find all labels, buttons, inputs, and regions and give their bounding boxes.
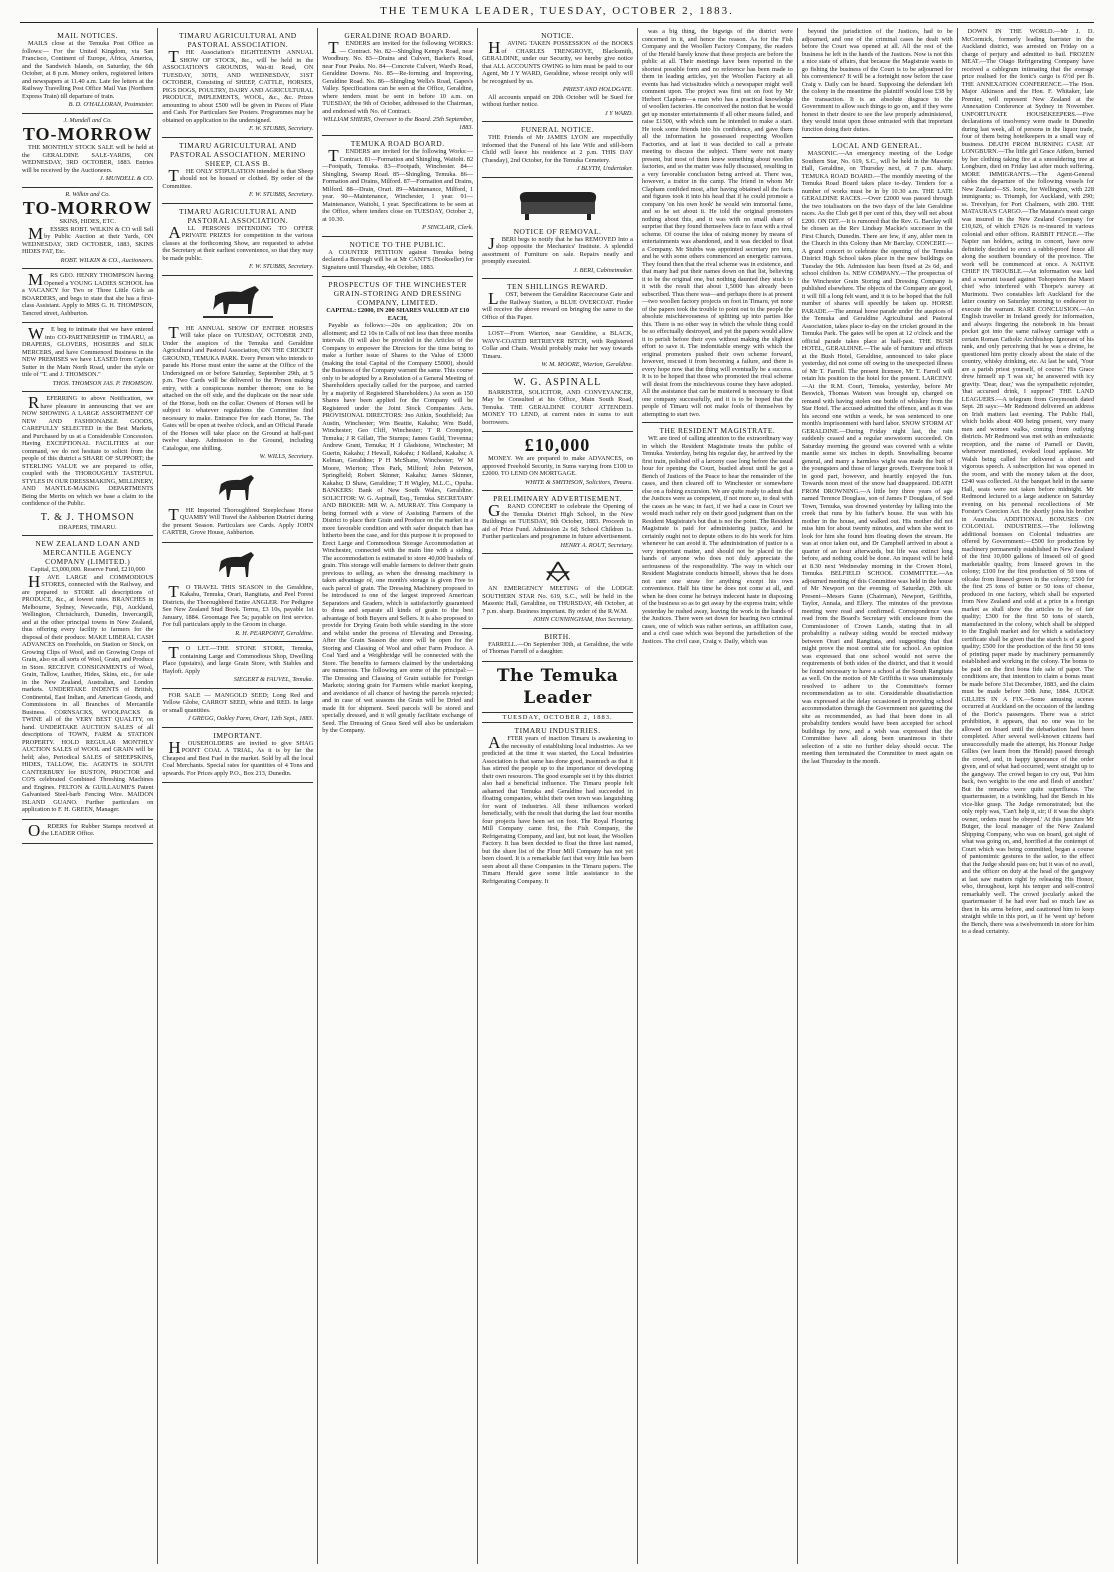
nz-loan-agency [22, 536, 153, 820]
quamby-body: THE Imported Thoroughbred Steeplechase Horse QUAMBY Will Travel the Ashburton District during the present Season. Particulars see Cards. Apply JOHN CARTER, Grove House, Ashburton. [162, 504, 314, 536]
masthead-rule [20, 22, 1094, 23]
newspaper-columns [18, 28, 1098, 1564]
removal-notice-body: JBERI begs to notify that he has REMOVED Into a shop opposite the Mechanics' Institute. A splendid assortment of Furniture on sale. Repairs neatly and promptly executed. [482, 233, 633, 265]
counter-petition-body: A COUNTER PETITION against Temuka being declared a Borough will be at Mr CANT'S (Bookseller) for Signature until Thursday, 4th October, 1883. [322, 248, 474, 271]
wilkin-line: R. Wilkin and Co. [65, 190, 111, 198]
school-notice-body: MRS GEO. HENRY THOMPSON having Opened a YOUNG LADIES SCHOOL has a VACANCY for Two or Three Little Girls as BOARDERS, and begs to state that she has a first-class Assistant. Apply to MRS G. H. THOMPSON, Tancred street, Ashburton. [22, 270, 154, 317]
thomson-goods [22, 392, 153, 536]
column-3 [318, 28, 478, 1564]
merino-sheep [162, 138, 313, 204]
temuka-road-board-signature: P SINCLAIR, Clerk. [422, 224, 474, 231]
horse-show-signature: W. WILLS, Secretary. [259, 453, 314, 460]
resident-magistrate-title: THE RESIDENT MAGISTRATE. [642, 422, 793, 435]
reward-notice-title: TEN SHILLINGS REWARD. [506, 282, 609, 291]
trengrove-notice [482, 28, 633, 122]
nz-loan-body: HAVE LARGE and COMMODIOUS STORES, connected with the Railway, and are prepared to STORE all descriptions of PRODUCE, &c., at lowest rates. BRANCHES in Melbourne, Sydney, Newcastle, Fiji, Auckland, Wellington, Christchurch, Dunedin, Invercargill, and at the other principal towns in New Zealand, thus offering every facility to farmers for the disposal of their produce. MAKE LIBERAL CASH ADVANCES on Freeholds, on Station or Stock, on Growing Clips of Wool, and on Growing Crops of Grain, also on all sorts of Wool, Grain, and Produce in Store. RECEIVE CONSIGNMENTS of Wool, Grain, Tallow, Leather, Hides, Skins, etc., for sale in the New Zealand, Australian, and London markets. UNDERTAKE INDENTS of British, Continental, East Indian, and American Goods, and Commissions in all Branches of Mercantile Business. CORNSACKS, WOOLPACKS & TWINE all of the VERY BEST QUALITY, on hand. UNDERTAKE AUCTION SALES of all descriptions of TOWN, FARM & STATION PROPERTY. HOLD REGULAR MONTHLY AUCTION SALES of WOOL and GRAIN will be held; also, Periodical SALES of SHEEPSKINS, HIDES, TALLOW, Etc. AGENTS in SOUTH CANTERBURY for BUSTON, PROCTOR and CO'S celebrated Combined Threshing Machines and Engines. FELTON & GUILLAUME'S Patent Galvanised Steel-barb Fencing Wire. MAIDON ISLAND GUANO. Further particulars on application to F. H. GREEN, Manager. [22, 571, 154, 813]
angler-stallion [162, 543, 313, 643]
general-news-body: DOWN IN THE WORLD.—Mr J. D. McCormick, formerly leading barrister in the Auckland district, was arrested on Friday on a charge of perjury and admitted to bail. FROZEN MEAT.—The Otago Refrigerating Company have received a cablegram intimating that the average price realised for the Ionic's cargo is 6½d per lb. THE ANNEXATION CONFERENCE.—The Hon. Major Atkinson and the Hon. F. Whitaker, late Premier, will represent New Zealand at the Annexation Conference at Sydney in November. UNFORTUNATE HOUSEKEEPERS.—Five declarations of insolvency were made in Dunedin during last week, all of persons in the liquor trade, four of them being hotelkeepers in a small way of business. DEATH FROM BURNING CASE AT LONGBURN.—The little girl Grace Aitken, burned by her clothing taking fire at a smouldering tree at Longburn, died on Friday last after much suffering. MORE IMMIGRANTS.—The Agent-General cables the departure of the following vessels for New Zealand—SS. Ionic, for Wellington, with 228 immigrants; ss. Triumph, for Auckland, with 290; ss. Trevelyan, for Port Chalmers, with 280. THE MATAURA'S CARGO.—The Mataura's meat cargo was insured in the New Zealand Company for £10,626, of which £7626 is re-insured in various colonial and other offices. RABBIT FENCE.—The Napier ran holders, acting in concert, have now definitely decided to erect a rabbit-proof fence all along the southern boundary of the province. The work will be commenced at once. A NATIVE CHIEF IN TROUBLE.—An information was laid and a warrant issued against Tohopstern the Maori chief who interfered with Thorpe's survey at Murimotu. Two constables left Auckland for the latter country on Saturday morning to endeavor to execute the warrant. RARE CONCLUSION.—An English traveller in Ireland greedy for information, and always fingering the notebook in his breast pocket got into the same railway carriage with a certain Roman Catholic Archbishop. Ignorant of his rank, and only perceiving that he was a divine, he questioned him pretty closely about the state of the country, whisky drinking, etc. At last he said, 'Your are a parish priest yourself, of course.' His Grace drew himself up 'I was sir,' he answered with icy gravity. 'Dear, dear,' was the sympathetic rejoinder, 'that accursed drink, I suppose!' THE LAND LEAGUERS.—A telegram from Greymouth dated Sept. 28 says:—Mr Redmond delivered an address on Irish matters last evening. The Public Hall, which holds about 400 being present, very many men and women walks, coming from outlying districts. Mr Redmond was met with an enthusiastic reception, and the name of Parnell or Davitt, whenever mentioned, evoked loud applause. Mr Walsh being called for delivered a short and vigorous speech. A subscription list was opened in the room, and with the money taken at the door, £240 was collected. At the banquet held in the same Hall, seats were not taken before midnight. Mr Redmond lectured to a large audience on Saturday evening on his personal recollections of Mr Forster's Coercion Act. He shortly joins his brother in Australia. ADDITIONAL BONUSES ON COLONIAL INDUSTRIES.—The following additional bonuses on Colonial industries are offered by Government:—£500 for production by machinery permanently established in New Zealand of the first 10,000 gallons of linseed oil of good marketable quality, from linseed grown in the colony; £100 for the first production of 50 tons of oilcake from linseed grown in the colony; £500 for the first 25 tons of butter or 50 tons of cheese, produced in one factory, which shall be exported from New Zealand and sold at a price in a foreign market as shall show the articles to be of fair quality; £300 for the first 50 tons of starch, manufactured in the colony, which shall be shipped to the English market and for which a satisfactory certificate shall be given that the starch is of a good quality; £500 for the production of the first 50 tons of printing paper made by machinery permanently established and working in the colony. The bonus to be paid on the first bona fide sale of paper. The conditions are, that intention to claim a bonus must be made before 31st December, 1883, and the claim must be made before 30th June, 1884. JUDGE GILLIES IN A FIX.—Some amusing scenes occurred at Auckland on the occasion of the landing of the Doric's passengers. There was a strict prohibition, it appears, that no one was to be allowed on board until the debarkation had been completed. After several well-known citizens had unsuccessfully made the attempt, his Honour Judge Gillies (we learn from the Herald) passed through the crowd, and, in happy ignorance of the order given, and of what had occurred, went straight up to the gangway. The crowd began to cry out, 'Put him back, two weights to the one and flesh of another.' But the remarks were quite superfluous. The quartermaster, in a twinkling, had the Bench in his vice-like grasp. The Judge remonstrated; but the only reply was, 'Can't help it, sir; if it was the ship's owner, orders must be obeyed.' At this juncture Mr Butger, the local manager of the New Zealand Shipping Company, who was on board, got sight of what was going on, and, horrified at the contempt of Court which was being committed, began a course of pantomimic gestures to the sailor, to the effect that the Judge should pass on; but it was of no avail, and the officer on duty at the head of the gangway at last saw matters right by releasing His Honor, who, throughout, kept his temper and self-control remarkably well. The crowd jocularly asked the quartermaster if he had ever had so much law as then in his arms before, and cautioned him to keep straight while in this port, as if he 'went up' before the Bench, there was a twelvemonth in store for him to a dead certainty. [961, 28, 1094, 935]
coal-notice [162, 728, 313, 784]
private-prizes [162, 204, 313, 276]
thomson-partnership [22, 323, 153, 392]
counter-petition-title: NOTICE TO THE PUBLIC. [349, 239, 446, 249]
lost-dog-signature: W. M. MOORE, Wierton, Geraldine. [541, 361, 633, 368]
aspinall-card [482, 374, 633, 433]
private-prizes-title: TIMARU AGRICULTURAL AND PASTORAL ASSOCIATION. [179, 206, 297, 225]
preliminary-title: PRELIMINARY ADVERTISEMENT. [493, 494, 622, 503]
school-notice [22, 269, 153, 323]
money-signature: WHITE & SMITHSON, Solicitors, Timaru. [525, 478, 633, 486]
show-of-stock-body: THE Association's EIGHTEENTH ANNUAL SHOW OF STOCK, &c., will be held in the ASSOCIATION'S GROUNDS, Wai-iti Road, ON TUESDAY, 30TH, AND WEDNESDAY, 31ST OCTOBER, Consisting of SHEEP, CATTLE, HORSES, PIGS DOGS, POULTRY, DAIRY AND AGRICULTURAL PRODUCE, IMPLEMENTS, WOOL, &c., &c. Prizes amounting to about £500 will be given in Pieces of Plate and Cash. For Particulars See Posters. Programmes may be obtained on application to the undersigned. [162, 47, 314, 124]
tomorrow-signature-2: ROBT. WILKIN & CO., Auctioneers. [60, 256, 154, 264]
to-let [162, 642, 313, 689]
tomorrow-signature: J. MUNDELL & CO. [99, 175, 154, 182]
local-general-title: LOCAL AND GENERAL. [802, 137, 953, 150]
reward-notice-body: LOST, between the Geraldine Racecourse Gate and the Railway Station, a BLUE OVERCOAT. Finder will receive the above reward on bringing the same to the Office of this Paper. [482, 289, 633, 321]
newspaper-banner: The Temuka Leader [496, 665, 619, 708]
column-7 [958, 28, 1098, 1564]
horse-icon [213, 472, 263, 504]
banner-date: TUESDAY, OCTOBER 2, 1883. [482, 712, 633, 724]
geraldine-road-board-signature: WILLIAM SHIERS, Overseer to the Board. 25th September, 1883. [322, 116, 474, 131]
thomson-logo-title: T. & J. THOMSON [40, 511, 135, 523]
lost-dog-notice [482, 327, 633, 374]
lost-dog-body: LOST—From Wierton, near Geraldine, a BLACK, WAVY-COATED RETRIEVER BITCH, with Registered Collar and Chain. Would probably make her way towards Timaru. [482, 330, 633, 360]
to-let-signature: SIEGERT & FAUVEL, Temuka. [233, 676, 314, 683]
industries-body: AFTER years of inaction Timaru is awakening to the necessity of establishing local industries. As we predicted at the time it was started, the Local Industries Association is that same has done good, inasmuch as that it has stirred the people up to the importance of developing their own resources. The good example set it by this district also had a beneficial influence. The Timaru people felt ashamed that Temuka and Geraldine had succeeded in floating companies, whilst their own town was languishing for want of industries. All these influences worked beneficially, with the result that during the last four months four projects have been set on foot. The Royal Flouring Mill Company came first, the Fish Company, the Refrigerating Company, and last, but not least, the Woollen Factory. It has been decided to float the three last named, but the share list of the Flour Mill Company has not yet been closed. It is a remarkable fact that very little has been seen about all these Companies in the Timaru papers. The Timaru Herald gave some little assistance to the Refrigerating Company. It [482, 733, 633, 885]
removal-notice-title: NOTICE OF REMOVAL. [513, 226, 602, 236]
prospectus-body: Payable as follows:—20s on application; 20s on allotment; and £2 10s in Calls of not less than three months intervals. (It will also be provided in the Articles of the Company to empower the Directors for the time being to make a further issue of Shares to the Value of £3000 (making the total Capital of the Company £5000), should the Business of the Company warrant the same. This course only to be adopted by a Resolution of a General Meeting of Shareholders specially called for the purpose, and carried by a majority of Registered Shareholders.) As soon as 150 Shares have been applied for the Company will be Registered under the Joint Stock Companies Acts. PROVISIONAL DIRECTORS: Jno Aitkin, Southfield; Jas Austin, Winchester; Wm Beattie, Kakahu; Wm Budd, Winchester; Geo Cliff, Winchester; T R Crompton, Temuka; J R Gillatt, The Stumps; James Guild, Trevenna; Andrew Grant, Temuka; H J Gladstone, Winchester; M Guerin, Kakahu; J Hewall, Kakahu; J Kelland, Kakahu; A Kelman, Geraldine; P H McShane, Winchester; W M Moore, Wierton; Thos Park, Milford; John Peterson, Springfield; Robert Skinner, Kakahu; James Skinner, Kakahu; D Shaw, Geraldine; T H Wigley, M.L.C., Opuha. BANKERS: Bank of New South Wales, Geraldine. SOLICITOR: W. G. Aspinall, Esq., Temuka. SECRETARY AND BROKER: MR W. A. MURRAY. This Company is being formed with a view of Assisting Farmers of the District to place their Grain and Produce on the market in a more favorable condition and with safer despatch than has hitherto been the case, and for this purpose it is proposed to Erect Large and Commodious Storage Accommodation at Winchester, connected with the main line with a siding. The accommodation is estimated to store 40,000 bushels of grain. This storage will enable farmers to deliver their grain previous to selling, as when the dressing machinery is taken advantage of, one month's storage is given Free to each parcel of grain. The Dressing Machinery proposed to be introduced is one of the largest improved American Separators and Graders, which is satisfactorily guaranteed to dress and separate all kinds of grain to the best advantage of both Buyers and Sellers. It is also proposed to provide for Drying Grain both while standing in the store and whilst under the process of Elevating and Dressing. After the Grain Season the store will be open for the Storing and Classing of Wool and other Farm Produce. A Coal Yard and a Weighbridge will be connected with the Store. The benefits to farmers claimed by the undertaking are numerous. The following are some of the principal:—The Dressing and Classing of Grain suitable for Foreign Markets; storing grain for Farmers while market keeping, and avoidance of all chance of having the parcels rejected; and in case of wet seasons the Grain will be Dried and made fit for shipment. Seed parcels will be stored and specially dressed, and it will greatly facilitate exchange of Seed. The Dressing of Grass Seed will also be undertaken by the Company. [322, 322, 474, 734]
trengrove-notice-title: NOTICE. [541, 31, 574, 40]
horse-icon [213, 549, 263, 581]
thomson-partnership-signature: THOS. THOMSON JAS. P. THOMSON. [52, 379, 154, 387]
resident-magistrate-body: WE are tired of calling attention to the extraordinary way in which the Resident Magistrate treats the public of Temuka. Yesterday, being his regular day, he arrived by the first train, polished off a larceny case long before the usual hour for opening the Court, bustled about until he got a Bench of Justices of the Peace to hear the remainder of the cases, and then cleared off to Winchester or somewhere else on a fishing excursion. We are quite ready to admit that the Justices were as competent, if not more so, to deal with the cases as he was; in fact, if we had a case in Court we would much rather rely on their good judgment than on the Resident Magistrate's but that is not the point. The Resident Magistrate is paid for administering justice, and he certainly ought not to depute others to do his work for him whenever he can avoid it. The administration of justice is a very important matter, and should not be placed in the hands of anyone who does not duly appreciate the seriousness of the responsibility. The way in which our Resident Magistrate conducts himself, shows that he does not care one straw for anything except his own convenience. Half his time he does not come at all, and when he does come he betrays indecent haste in disposing of the business so as to get away by the express train; while yesterday he rushed away, leaving the work in the hands of the Justices. There were set down for hearing two criminal cases, one of which was rather serious, an affiliation case, and a civil case which was beyond the jurisdiction of the Justices. The civil case, Craig v. Daily, which was [641, 435, 793, 645]
funeral-notice-signature: J BLYTH, Undertaker. [576, 165, 633, 172]
money-body: MONEY. We are prepared to make ADVANCES, on approved Freehold Security, in Sums varying from £100 to £2000. TO LEND ON MORTGAGE. [482, 455, 633, 477]
furniture-illustration-icon [513, 184, 603, 224]
prospectus-capital: CAPITAL: £2000, IN 200 SHARES VALUED AT £10 EACH, [326, 307, 470, 322]
trengrove-notice-signature-2: J Y WARD. [604, 109, 633, 117]
tomorrow-body: THE MONTHLY STOCK SALE will be held at the GERALDINE SALE-YARDS, ON WEDNESDAY, 3RD OCTOBER, 1883. Entries will be received by the Auctioneers. [22, 144, 154, 174]
merino-sheep-signature: F. W. STUBBS, Secretary. [248, 191, 314, 198]
preliminary-body: GRAND CONCERT to celebrate the Opening of the Temuka District High School, in the New Buildings on TUESDAY, 9th October, 1883. Proceeds in aid of Prize Fund. Admission 2s 6d; School Children 1s. Further particulars and programme in future advertisement. [482, 501, 633, 540]
trengrove-notice-body: HAVING TAKEN POSSESSION of the BOOKS of CHARLES TRENGROVE, Blacksmith, GERALDINE, under our Security, we hereby give notice that ALL ACCOUNTS OWING to him must be paid to our Agent, Mr J Y WARD, Geraldine, whose receipt only will be recognised by us. [482, 38, 633, 85]
prospectus-title: PROSPECTUS OF THE WINCHESTER GRAIN-STORING AND DRESSING COMPANY, LIMITED. [328, 280, 467, 307]
mail-notices-title: MAIL NOTICES. [57, 31, 119, 40]
funeral-notice [482, 122, 633, 178]
funeral-notice-body: THE Friends of Mr JAMES LYON are respectfully informed that the Funeral of his late Wife and still-born Child will leave his residence at 2 p.m. THIS DAY (Tuesday), 2nd October, for the Temuka Cemetery. [482, 134, 633, 164]
thomson-goods-body: REFERRING to above Notification, we have pleasure in announcing that we are NOW SHOWING A LARGE ASSORTMENT OF NEW AND FASHIONABLE GOODS, CAREFULLY SELECTED in the Best Markets, and Purchased by us at a Considerable Concession. Having EXCEPTIONAL FACILITIES at our command, we do not hesitate to solicit from the people of this district a SHARE OF SUPPORT; the STERLING VALUE we are prepared to offer, coupled with the THOROUGHLY TASTEFUL STYLES IN OUR DRESSMAKING, MILLINERY, AND MANTLE-MAKING DEPARTMENTS Being the Merits on which we base a claim to the confidence of the Public. [22, 393, 154, 507]
horse-show-body: THE ANNUAL SHOW OF ENTIRE HORSES Will take place on TUESDAY, OCTOBER 2ND, Under the auspices of the Temuka and Geraldine Agricultural and Pastoral Association, ON THE CRICKET GROUND, TEMUKA PARK. Every Person who intends to parade his Horse must enter the same at the Office of the Undersigned on or before Saturday, September 29th, at 5 p.m. Two Cards will be delivered to the Person making entry, with a conspicuous number thereon; one to be attached on the off side, and the duplicate on the near side of the Horse, both on the collar. Owners of Horses will be subject to whatever regulations the Committee find necessary to make. Entrance Fee for each Horse, 5s. The Gates will be open at twelve o'clock, and an Official Parade of the Horses will take place on the Ground at half-past twelve sharp. Admission to the Ground, including Catalogue, one shilling. [162, 322, 314, 452]
coal-notice-title: IMPORTANT. [213, 730, 263, 740]
lodge-meeting [482, 554, 633, 629]
coal-notice-body: HOUSEHOLDERS are invited to give SHAG POINT COAL A TRIAL, As it is by far the Cheapest and Best Fuel in the market. Sold by all the local Coal Merchants. Special rates for quantities of 4 Tons and upwards. For Prices apply P.O., Box 213, Dunedin. [162, 737, 314, 777]
thomson-logo-subtitle: DRAPERS, TIMARU. [58, 523, 117, 531]
funeral-notice-title: FUNERAL NOTICE. [521, 125, 595, 134]
tomorrow-body-2: MESSRS ROBT. WILKIN & CO will Sell by Public Auction at their Yards, ON WEDNESDAY, 3RD OCTOBER, 1883, SKINS HIDES FAT, Etc. [22, 223, 154, 255]
horse-illustration-icon [203, 282, 273, 322]
magistrate-continued: beyond the jurisdiction of the Justices, had to be adjourned, and one of the criminal cases he dealt with before the Court was opened at all. All the rest of the business he left in the hands of the Justices. Now is not this a nice state of affairs, that because the Magistrate wants to go fishing the business of the Court is to be adjourned for his convenience? It will be a fortnight now before the case Craig v. Daily can be heard. Supposing the defendant left the colony in the meantime the plaintiff would lose £38 by the transaction. It is an absolute disgrace to the Government to allow such things to go on, and if they were honest in their desire to see the law properly administered, they would insist upon those entrusted with that important function doing their duties. [801, 28, 953, 133]
tomorrow-stock-sale [22, 114, 153, 188]
mail-notices-signature: B. D. O'HALLORAN, Postmaster. [68, 101, 154, 108]
nz-loan-capital: Capital, £3,000,000. Reserve Fund, £210,000 [30, 566, 145, 573]
show-of-stock [162, 28, 313, 138]
quamby-stallion [162, 466, 313, 543]
rubber-stamps-body: ORDERS for Rubber Stamps received at the LEADER Office. [28, 820, 154, 840]
counter-petition [322, 237, 473, 278]
aspinall-title: W. G. ASPINALL [513, 376, 602, 388]
private-prizes-signature: F. W. STUBBS, Secretary. [248, 263, 314, 270]
column-5 [638, 28, 798, 1564]
mundell-line: J. Mundell and Co. [63, 116, 112, 124]
masonic-emblem-icon [545, 560, 571, 582]
column-6 [798, 28, 958, 1564]
removal-notice [482, 178, 633, 280]
merino-sheep-title: TIMARU AGRICULTURAL AND PASTORAL ASSOCIATION. MERINO SHEEP, CLASS B. [170, 140, 306, 168]
horse-show [162, 276, 313, 466]
birth-title: BIRTH. [544, 631, 571, 641]
angler-body: TO TRAVEL THIS SEASON in the Geraldine, Kakahu, Temuka, Orari, Rangitata, and Peel Forest Districts, the Thoroughbred Entire ANGLER. For Pedigree See New Zealand Stud Book. Terms, £3 10s, payable 1st January, 1884. Groomage Fee 5s; payable on first service. For full particulars apply to the Groom in charge. [162, 581, 314, 628]
temuka-road-board-title: TEMUKA ROAD BOARD. [350, 139, 445, 148]
mail-notices [22, 28, 153, 114]
column-2 [158, 28, 318, 1564]
birth-notice [482, 629, 633, 662]
preliminary-advertisement [482, 491, 633, 554]
temuka-road-board-body: TENDERS are invited for the following Works:— Contract. 81—Formation and Shingling, Waitohi. 82—Footpath, Temuka. 83—Footpath, Winchester. 84—Shingling, Swamp Road. 85—Shingling, Temuka. 86—Formation and Drains, Milford. 87—Formation and Drains, Milford. 88—Drain, Orari. 89—Maintenance, Milford, 1 year. 90—Maintenance, Winchester, 1 year. 91—Maintenance, Waitohi, 1 year. Specifications to be seen at the Office, where tenders close on TUESDAY, October 2, at 10.30. [322, 146, 474, 223]
tomorrow-skins-sale [22, 188, 153, 270]
mangold-seed [162, 689, 313, 728]
to-let-body: TO LET.—THE STONE STORE, Temuka, containing Large and Commodious Shop, Dwelling Place (upstairs), and large Grain Store, with Stables and Hayloft. Apply [162, 643, 314, 675]
column-1 [18, 28, 158, 1564]
mangold-seed-body: FOR SALE — MANGOLD SEED; Long Red and Yellow Globe, CARROT SEED, white and RED. In large or small quantities. [162, 691, 314, 714]
angler-signature: R. H. PEARPOINT, Geraldine. [235, 629, 314, 637]
winchester-prospectus [322, 277, 473, 740]
tomorrow-heading-2: TO-MORROW [22, 198, 153, 218]
geraldine-road-board-title: GERALDINE ROAD BOARD. [344, 31, 451, 40]
trengrove-notice-signature: PRIEST AND HOLDGATE. [562, 86, 633, 93]
column-4 [478, 28, 638, 1564]
tomorrow-heading: TO-MORROW [22, 124, 153, 144]
money-amount: £10,000 [524, 435, 591, 455]
lodge-signature: JOHN CUNNINGHAM, Hon Secretary. [532, 616, 633, 623]
removal-notice-signature: J. BERI, Cabinetmaker. [573, 266, 633, 274]
reward-notice [482, 279, 633, 327]
preliminary-signature: HENRY A. ROUT, Secretary. [560, 541, 633, 549]
industries-continued: was a big thing, the bigwigs of the district were concerned in it, and hence the reason. As for the Fish Company and the Woollen Factory Company, the readers of the Herald barely know that these projects are before the public at all. Their meetings have been reported in the shortest possible form and no reference has been made to them in leading articles, yet the Woollen Factory at all events has had vicissitudes which a newspaper might well comment upon. The project was first set on foot by Mr Herbert Clapham—a man who has a practical knowledge of woollen factories. He conceived the notion that he would get up monster entertainments if all other means failed, and raise £1500, with which sum he intended to make a start. He took some friends into his confidence, and gave them all the information he possessed respecting Woollen Factories, and at last it was decided to call a private meeting to discuss the subject. There were not many present, but most of them knew something about woollen factories, and so the matter was fully discussed, resulting in a very favorable conclusion being arrived at. There was, however, a traitor in the camp. The friend in whom Mr Clapham confided most, after having obtained all the facts and figures took it into his head that if he could promote a company 'on his own hook' he would win immortal fame, and so he set about it. He told the original promoters nothing about this, and it was with no small share of surprise that they found themselves face to face with a rival scheme. Of course the idea of raising money by means of entertainments was abandoned, and it was decided to float a Company. Mr Stubbs was appointed secretary pro tem, and he with some others commenced an energetic canvass. They found then that the rival scheme was in existence, and that many had put their names down on that list, believing it to be the original one, but nothing daunted they stuck to it with the result that about 1,5000 has already been subscribed. Thus there was—and perhaps there is at present—two woollen factory projects on foot in Timaru, yet none of the papers took the trouble to point out to the people the absolute mischievousness of splitting up into parties like this. There is no other way in which the whole thing could be so effectually destroyed, and yet the papers would allow it to perish before their eyes without making the slightest effort to save it. The indomitable energy with which the original promoters pushed their own scheme forward, however, rescued it from becoming a failure, and there is every hope now that the thing will eventually be a success. It is to be hoped that those who promoted the rival scheme will desist from the mischievous course they have adopted. All the assistance that can be mustered is necessary to float one company successfully, and it is to be hoped that the people of Timaru will not make fools of themselves by attempting to start two. [641, 28, 793, 418]
merino-sheep-body: THE ONLY STIPULATION intended is that Sheep should not be housed or clothed. By order of the Committee. [162, 165, 314, 190]
show-of-stock-title: TIMARU AGRICULTURAL AND PASTORAL ASSOCIATION. [179, 31, 297, 49]
nz-loan-title: NEW ZEALAND LOAN AND MERCANTILE AGENCY COMPANY (LIMITED.) [35, 539, 141, 566]
money-to-lend [482, 432, 633, 491]
show-of-stock-signature: F. W. STUBBS, Secretary. [248, 125, 314, 132]
thomson-partnership-body: WE beg to intimate that we have entered into CO-PARTNERSHIP in TIMARU, as DRAPERS, GLOVERS, HOSIERS and SILK MERCERS, and have Commenced Business in the NEW PREMISES we have LEASED from Captain Sutter in the Main North Road, under the style or title of "T. and J. THOMSON." [22, 324, 154, 378]
rubber-stamps [22, 820, 153, 844]
industries-title: TIMARU INDUSTRIES. [514, 726, 601, 735]
local-general-body: MASONIC.—An emergency meeting of the Lodge Southern Star, No. 619, S.C., will be held in the Masonic Hall, Geraldine, on Thursday next, at 7 p.m. sharp. TEMUKA ROAD BOARD.—The monthly meeting of the Temuka Road Board takes place to-day. Tenders for a number of works must be in by 10.30 a.m. THE LATE GERALDINE RACES.—Over £2000 was passed through the two totalisators on the two days of the late Geraldine races. As the Club get 8 per cent of this, they will net about £200. ON DIT.—It is rumored that the Rev. G. Barclay will be chosen as the Rev Lindsay Mackie's successor in the First Church, Dunedin. There are few, if any, abler men in the Church in this Colony than Mr Barclay. CONCERT.—A grand concert to celebrate the opening of the Temuka District High School takes place in the new buildings on Tuesday the 9th. Admission has been fixed at 2s 6d, and school children 1s. NEW COMPANY.—The prospectus of the Winchester Grain Storing and Dressing Company is published elsewhere. The objects of the Company are good, it will fill a long felt want, and it is to be hoped that the full number of shares will speedily be taken up. HORSE PARADE.—The annual horse parade under the auspices of the Temuka and Geraldine Agricultural and Pastoral Association, takes place to-day on the cricket ground in the Temuka Park. The gates will be open at 12 o'clock and the official parade takes place at half-past. THE BUSH HOTEL, GERALDINE.—The sale of furniture and effects at the Bush Hotel, Geraldine, announced to take place yesterday, did not come off owing to the unexpected illness of Mr T. Farrell. The present licensee, Mr T. Farrell will retain his position in the hotel for the present. LARCENY.—At the R.M. Court, Temuka, yesterday, before Mr Beswick, Thomas Watson was brought up, charged on remand with having stolen one bottle of whiskey from the Star Hotel. The accused admitted the offence, and as it was his second one within a week, he was sentenced to one month's imprisonment with hard labor. SNOW STORM AT GERALDINE.—During Friday night last, the rain suddenly ceased and a regular snowstorm succeeded. On Saturday morning the ground was covered with a white mantle some six inches in depth. Snowballing became general, and many a harmless wight was made the butt of the youngsters and those of larger growth. Everyone took it in good part, however, and heartily enjoyed the fun. Towards noon most of the snow had disappeared. DEATH FROM DROWNING.—A little boy three years of age named Terence Douglass, son of James F Douglass, of Sod Town, Temuka, was drowned yesterday by falling into the creek that runs by his father's house. He was with his mother in the house, and walked out. His mother did not miss him for about twenty minutes, and when she went to look for him she found him floating down the stream. He was at once taken out, and Dr Campbell arrived in about a quarter of an hour afterwards, but life was extinct long before, and nothing could be done. An inquest will be held at 8.30 next Wednesday morning in the Crown Hotel, Temuka. BELFIELD SCHOOL COMMITTEE.—An adjourned meeting of this Committee was held in the house of Mr Newport on the evening of Saturday, 29th ult. Present—Messrs Gunn (Chairman), Newport, Griffiths, Taylor, Annala, and Ellery. The minutes of the previous meeting were read and confirmed. Correspondence was read from the Board's Secretary with enclosure from the Commissioner of Crown Lands, stating that in all probability a railway siding would be erected midway between Orari and Rangitata, and suggesting that that might prove the most central site for school. An opinion was expressed that one school would not serve the requirements of both sides of the district, and that it would be found necessary to have a school at the South Rangitata as well. On the motion of Mr Griffiths it was unanimously resolved to adhere to the Committee's former recommendation as to site. Considerable dissatisfaction was expressed at the delay occasioned in providing school accommodation through the Government not gazetting the site as recommended, as had that been done in all probability tenders would have been accepted for school buildings by now, and a wish was expressed that the Committee have all along been unanimous in their selection of a site no further delay should occur. The meeting then terminated the Committee to meet again on the last Thursday in the month. [801, 150, 953, 765]
geraldine-road-board [322, 28, 473, 136]
birth-body: FARRELL.—On September 30th, at Geraldine, the wife of Thomas Farrell of a daughter. [482, 640, 633, 655]
mangold-seed-signature: J GREGG, Oakley Farm, Orari, 12th Sept., 1883. [187, 715, 314, 722]
masthead-title: THE TEMUKA LEADER, TUESDAY, OCTOBER 2, 1883. [380, 5, 734, 17]
masthead [0, 0, 1114, 22]
trengrove-notice-body-2: All accounts unpaid on 20th October will be Sued for without further notice. [482, 93, 633, 108]
mail-notices-body: MAILS close at the Temuka Post Office as follows:— For the United Kingdom, via San Francisco, Continent of Europe, Africa, America, and the Sandwich Islands, on Saturday, the 6th October, at 8 p.m. Money orders, registered letters and newspapers at 11.40 a.m. Late fee letters at the Railway Travelling Post Office Mail Van (Northern Express Train) till departure of train. [22, 40, 154, 100]
lodge-body: AN EMERGENCY MEETING of the LODGE SOUTHERN STAR No. 619, S.C., will be held in the Masonic Hall, Geraldine, on THURSDAY, 4th October, at 7 p.m. sharp. Business important. By order of the R.W.M. [482, 585, 633, 615]
geraldine-road-board-body: TENDERS are invited for the following WORKS:— Contract. No. 82—Shingling Kemp's Road, near Woodbury. No. 83—Drains and Culvert, Barker's Road, near Four Peaks. No. 84—Concrete Culvert, Ward's Road, Geraldine Downs. No. 85—Re-forming and Improving, Geraldine Road. No. 86—Shingling Wells's Road, Gapes's Valley. Specifications can be seen at the Office, Geraldine, where tenders must be sent in before 10 a.m. on TUESDAY, the 9th of October, addressed to the Chairman, and endorsed with No. of Contract. [322, 38, 474, 115]
aspinall-body: BARRISTER, SOLICITOR, AND CONVEYANCER, May be Consulted at his Office, Main South Road, Temuka. THE GERALDINE COURT ATTENDED. MONEY TO LEND, at current rates in sums to suit borrowers. [482, 388, 633, 426]
tomorrow-subheading-2: SKINS, HIDES, ETC. [59, 218, 116, 225]
private-prizes-body: ALL PERSONS INTENDING TO OFFER PRIVATE PRIZES for competition in the various classes at the forthcoming Show, are requested to advise the Secretary at their earliest convenience, so that they may be made public. [162, 222, 314, 262]
temuka-road-board [322, 136, 473, 237]
